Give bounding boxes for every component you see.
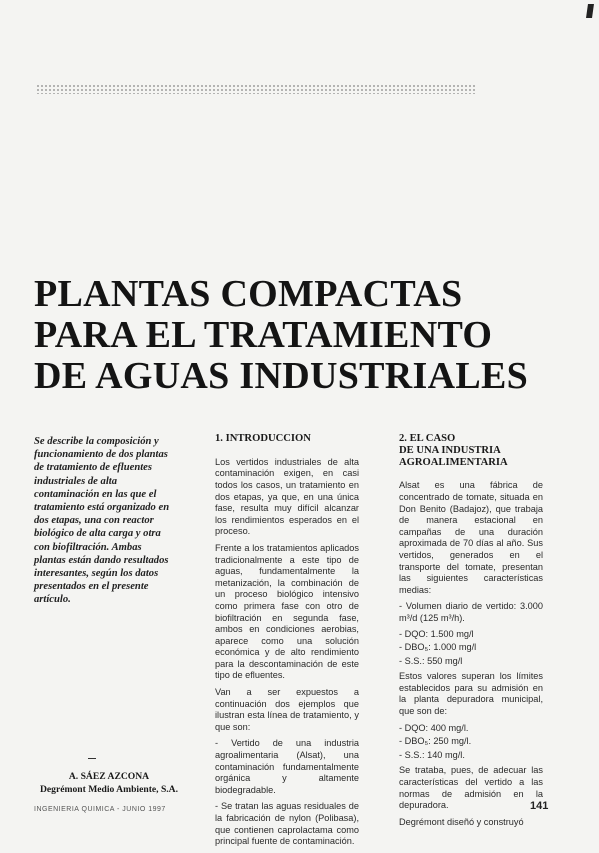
- list-item: - S.S.: 550 mg/l: [399, 655, 463, 666]
- paragraph: Van a ser expuestos a continuación dos ejemplos que ilustran esta línea de tratamiento, y que son:: [215, 687, 359, 732]
- list-item: - S.S.: 140 mg/l.: [399, 749, 465, 760]
- journal-footer: INGENIERIA QUIMICA - JUNIO 1997: [34, 806, 166, 813]
- list-item: - DBO₅: 1.000 mg/l: [399, 642, 477, 653]
- heading-line: AGROALIMENTARIA: [399, 456, 508, 468]
- paragraph: Alsat es una fábrica de concentrado de tomate, situada en Don Benito (Badajoz), que trabaja de manera estacional en campañas de una duración aproximada de 70 días al año. Sus vertidos, generados en el transporte del tomate, presentan las siguientes características medias:: [399, 480, 543, 595]
- page-number: 141: [530, 800, 549, 812]
- author-name: A. SÁEZ AZCONA: [68, 771, 150, 782]
- dotted-rule: [36, 84, 476, 94]
- paragraph: Degrémont diseñó y construyó: [399, 816, 524, 827]
- paragraph: Se trataba, pues, de adecuar las características del vertido a las normas de admisión en la depuradora.: [399, 765, 543, 811]
- abstract-text: Se describe la composición y funcionamiento de dos plantas de tratamiento de efluentes industriales de alta contaminación en las que el tratamiento está organizado en dos etapas, una con reactor biológico de alta carga y otra con biofiltración. Ambas plantas están dando resultados interesantes, según los datos presentados en el presente artículo.: [34, 436, 170, 606]
- paragraph: - Vertido de una industria agroalimentaria (Alsat), una contaminación fundamentalmente orgánica y altamente biodegradable.: [215, 738, 359, 795]
- heading-line: DE UNA INDUSTRIA: [399, 444, 501, 456]
- heading-line: 2. EL CASO: [399, 433, 456, 444]
- article-title: [34, 274, 554, 397]
- paragraph: Estos valores superan los límites establecidos para su admisión en la planta depuradora municipal, que son de:: [399, 671, 543, 717]
- column-caso-agroalimentaria: [399, 433, 543, 833]
- author-block: [34, 770, 184, 796]
- paragraph: - Se tratan las aguas residuales de la fabricación de nylon (Polibasa), que contienen caprolactama como principal fuente de contaminación.: [215, 801, 359, 847]
- corner-mark: [586, 4, 594, 18]
- author-affiliation: Degrémont Medio Ambiente, S.A.: [39, 784, 179, 795]
- list-item: - DBO₅: 250 mg/l.: [399, 736, 472, 747]
- paragraph: Los vertidos industriales de alta contaminación exigen, en casi todos los casos, un tratamiento en dos etapas, ya que, en una única fase, resulta muy difícil alcanzar los rendimientos esperados en el proceso.: [215, 456, 359, 537]
- separator-dash: [88, 758, 96, 759]
- column-introduccion: [215, 433, 359, 853]
- title-line-1: PLANTAS COMPACTAS: [34, 273, 463, 315]
- abstract: [34, 435, 174, 607]
- section-heading-1: 1. INTRODUCCION: [215, 433, 311, 444]
- title-line-2: PARA EL TRATAMIENTO: [34, 314, 493, 356]
- list-item: - DQO: 1.500 mg/l: [399, 628, 474, 639]
- section-heading-2: [399, 433, 543, 468]
- list-item: - Volumen diario de vertido: 3.000 m³/d (125 m³/h).: [399, 601, 543, 623]
- paragraph: Frente a los tratamientos aplicados tradicionalmente a este tipo de aguas, fundamentalmente la metanización, la combinación de un proceso biológico intensivo como primera fase con otro de biofiltración en segunda fase, ambos en condiciones aerobias, aparece como una solución económica y de alto rendimiento para la descontaminación de este tipo de efluentes.: [215, 542, 359, 681]
- list-item: - DQO: 400 mg/l.: [399, 722, 469, 733]
- title-line-3: DE AGUAS INDUSTRIALES: [34, 355, 529, 397]
